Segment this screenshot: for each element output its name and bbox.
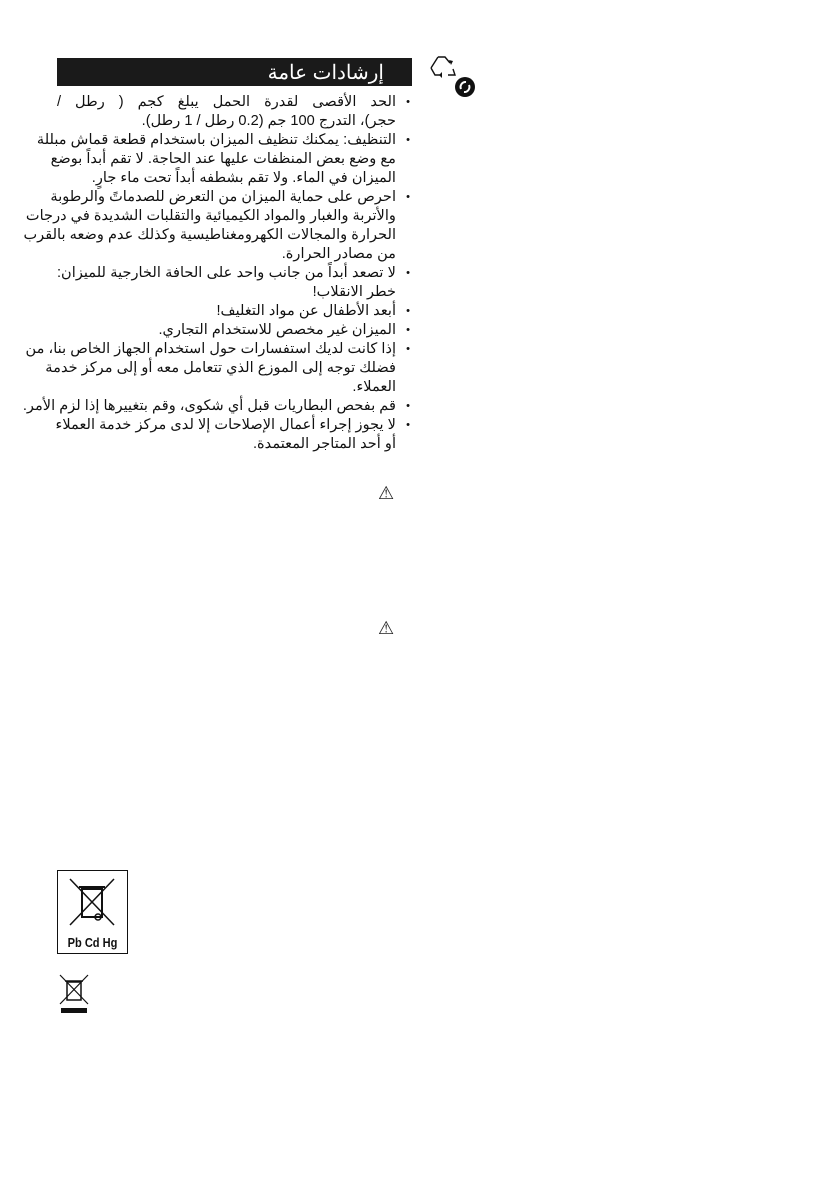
text-line: والأتربة والغبار والمواد الكيميائية والتقلبات الشديدة في درجات [25, 208, 396, 224]
list-item [57, 93, 412, 131]
text-line: أو أحد المتاجر المعتمدة. [252, 436, 396, 452]
list-item [36, 131, 412, 188]
text-line: الميزان في الماء. ولا تقم بشطفه أبداً تحت ماء جارٍ. [91, 170, 396, 186]
text-line: من مصادر الحرارة. [281, 246, 396, 262]
text-line: حجر)، التدرج 100 جم (0.2 رطل / 1 رطل). [141, 113, 396, 129]
list-item [57, 302, 412, 321]
text-line: إذا كانت لديك استفسارات حول استخدام الجهاز الخاص بنا، من [25, 341, 396, 357]
bullet: • [406, 96, 410, 108]
green-dot-icon [455, 77, 475, 97]
list-item [57, 264, 412, 302]
weee-bin-icon [58, 871, 126, 931]
text-line: أبعد الأطفال عن مواد التغليف! [216, 303, 396, 319]
text-line: الميزان غير مخصص للاستخدام التجاري. [158, 322, 396, 338]
list-item [22, 397, 412, 416]
bullet: • [406, 343, 410, 355]
bullet: • [406, 191, 410, 203]
text-line: الحد الأقصى لقدرة الحمل يبلغ كجم ( رطل / [57, 94, 396, 110]
warning-icon: ⚠ [378, 618, 395, 638]
weee-battery-symbol [57, 870, 128, 954]
battery-heavy-metals-label: Pb Cd Hg [67, 935, 118, 950]
weee-bin-icon [57, 972, 93, 1018]
text-line: مع وضع بعض المنظفات عليها عند الحاجة. لا تقم أبداً بوضع [50, 151, 396, 167]
instruction-list [22, 93, 412, 454]
text-line: خطر الانقلاب! [312, 284, 396, 300]
list-item [57, 416, 412, 454]
bullet: • [406, 400, 410, 412]
bullet: • [406, 305, 410, 317]
text-line: العملاء. [352, 379, 396, 395]
warning-icon: ⚠ [378, 483, 395, 503]
bullet: • [406, 324, 410, 336]
text-line: التنظيف: يمكنك تنظيف الميزان باستخدام قطعة قماش مبللة [36, 132, 396, 148]
list-item [25, 340, 412, 397]
bullet: • [406, 419, 410, 431]
section-header [57, 58, 412, 86]
bullet: • [406, 267, 410, 279]
bullet: • [406, 134, 410, 146]
list-item [23, 188, 412, 264]
text-line: لا يجوز إجراء أعمال الإصلاحات إلا لدى مركز خدمة العملاء [55, 417, 396, 433]
text-line: فضلك توجه إلى الموزع الذي تتعامل معه أو إلى مركز خدمة [45, 360, 396, 376]
text-line: احرص على حماية الميزان من التعرض للصدماتً والرطوبة [50, 189, 396, 205]
recycle-icon [428, 54, 478, 99]
section-title: إرشادات عامة [267, 62, 384, 84]
list-item [57, 321, 412, 340]
text-line: الحرارة والمجالات الكهرومغناطيسية وكذلك عدم وضعه بالقرب [23, 227, 396, 243]
text-line: قم بفحص البطاريات قبل أي شكوى، وقم بتغييرها إذا لزم الأمر. [22, 398, 396, 414]
text-line: لا تصعد أبداً من جانب واحد على الحافة الخارجية للميزان: [57, 265, 396, 281]
